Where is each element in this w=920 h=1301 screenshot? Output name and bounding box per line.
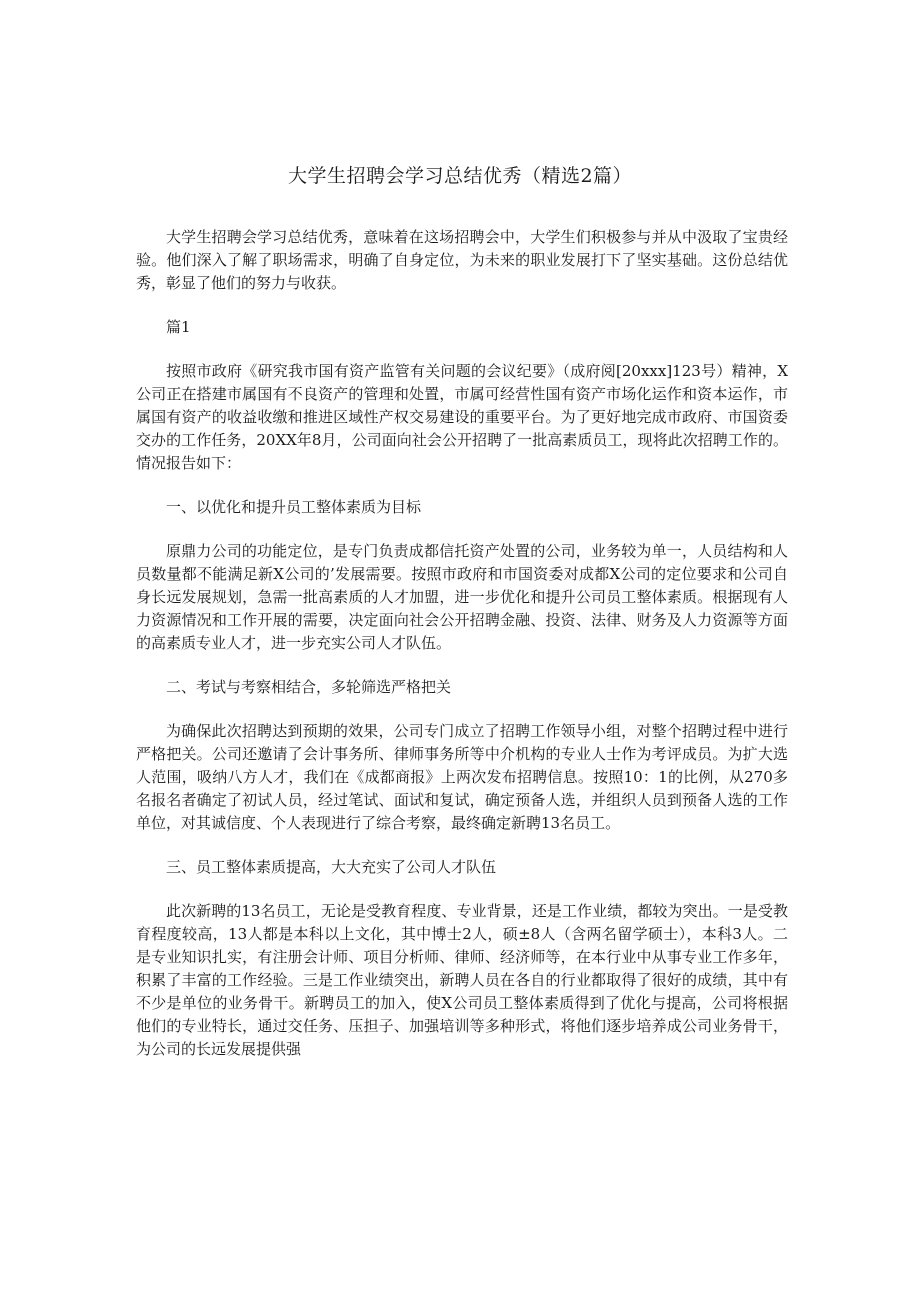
- section-heading: 三、员工整体素质提高，大大充实了公司人才队伍: [166, 858, 497, 876]
- body-paragraph: 按照市政府《研究我市国有资产监管有关问题的会议纪要》（成府阅[20xxx]123号）精神，X公司正在搭建市属国有不良资产的管理和处置，市属可经营性国有资产市场化运作和资本运作，市属国有资产的收益收缴和推进区域性产权交易建设的重要平台。为了更好地完成市政府、市国资委交办的工作任务，20XX年8月，公司面向社会公开招聘了一批高素质员工，现将此次招聘工作的。情况报告如下：: [136, 362, 788, 472]
- intro-paragraph: 大学生招聘会学习总结优秀，意味着在这场招聘会中，大学生们积极参与并从中汲取了宝贵经验。他们深入了解了职场需求，明确了自身定位，为未来的职业发展打下了坚实基础。这份总结优秀，彰显了他们的努力与收获。: [136, 228, 788, 292]
- section-heading: 一、以优化和提升员工整体素质为目标: [166, 498, 422, 516]
- body-paragraph: 此次新聘的13名员工，无论是受教育程度、专业背景，还是工作业绩，都较为突出。一是受教育程度较高，13人都是本科以上文化，其中博士2人，硕±8人（含两名留学硕士），本科3人。二是专业知识扎实，有注册会计师、项目分析师、律师、经济师等，在本行业中从事专业工作多年，积累了丰富的工作经验。三是工作业绩突出，新聘人员在各自的行业都取得了很好的成绩，其中有不少是单位的业务骨干。新聘员工的加入，使X公司员工整体素质得到了优化与提高，公司将根据他们的专业特长，通过交任务、压担子、加强培训等多种形式，将他们逐步培养成公司业务骨干，为公司的长远发展提供强: [136, 902, 788, 1058]
- document-title: 大学生招聘会学习总结优秀（精选2篇）: [287, 165, 633, 187]
- section-heading: 二、考试与考察相结合，多轮筛选严格把关: [166, 678, 452, 696]
- section-label: 篇1: [166, 318, 191, 336]
- body-paragraph: 原鼎力公司的功能定位，是专门负责成都信托资产处置的公司，业务较为单一，人员结构和人员数量都不能满足新X公司的’发展需要。按照市政府和市国资委对成都X公司的定位要求和公司自身长远发展规划，急需一批高素质的人才加盟，进一步优化和提升公司员工整体素质。根据现有人力资源情况和工作开展的需要，决定面向社会公开招聘金融、投资、法律、财务及人力资源等方面的高素质专业人才，进一步充实公司人才队伍。: [136, 542, 788, 652]
- body-paragraph: 为确保此次招聘达到预期的效果，公司专门成立了招聘工作领导小组，对整个招聘过程中进行严格把关。公司还邀请了会计事务所、律师事务所等中介机构的专业人士作为考评成员。为扩大选人范围，吸纳八方人才，我们在《成都商报》上两次发布招聘信息。按照10：1的比例，从270多名报名者确定了初试人员，经过笔试、面试和复试，确定预备人选，并组织人员到预备人选的工作单位，对其诚信度、个人表现进行了综合考察，最终确定新聘13名员工。: [136, 722, 788, 832]
- document-body: [136, 226, 788, 1061]
